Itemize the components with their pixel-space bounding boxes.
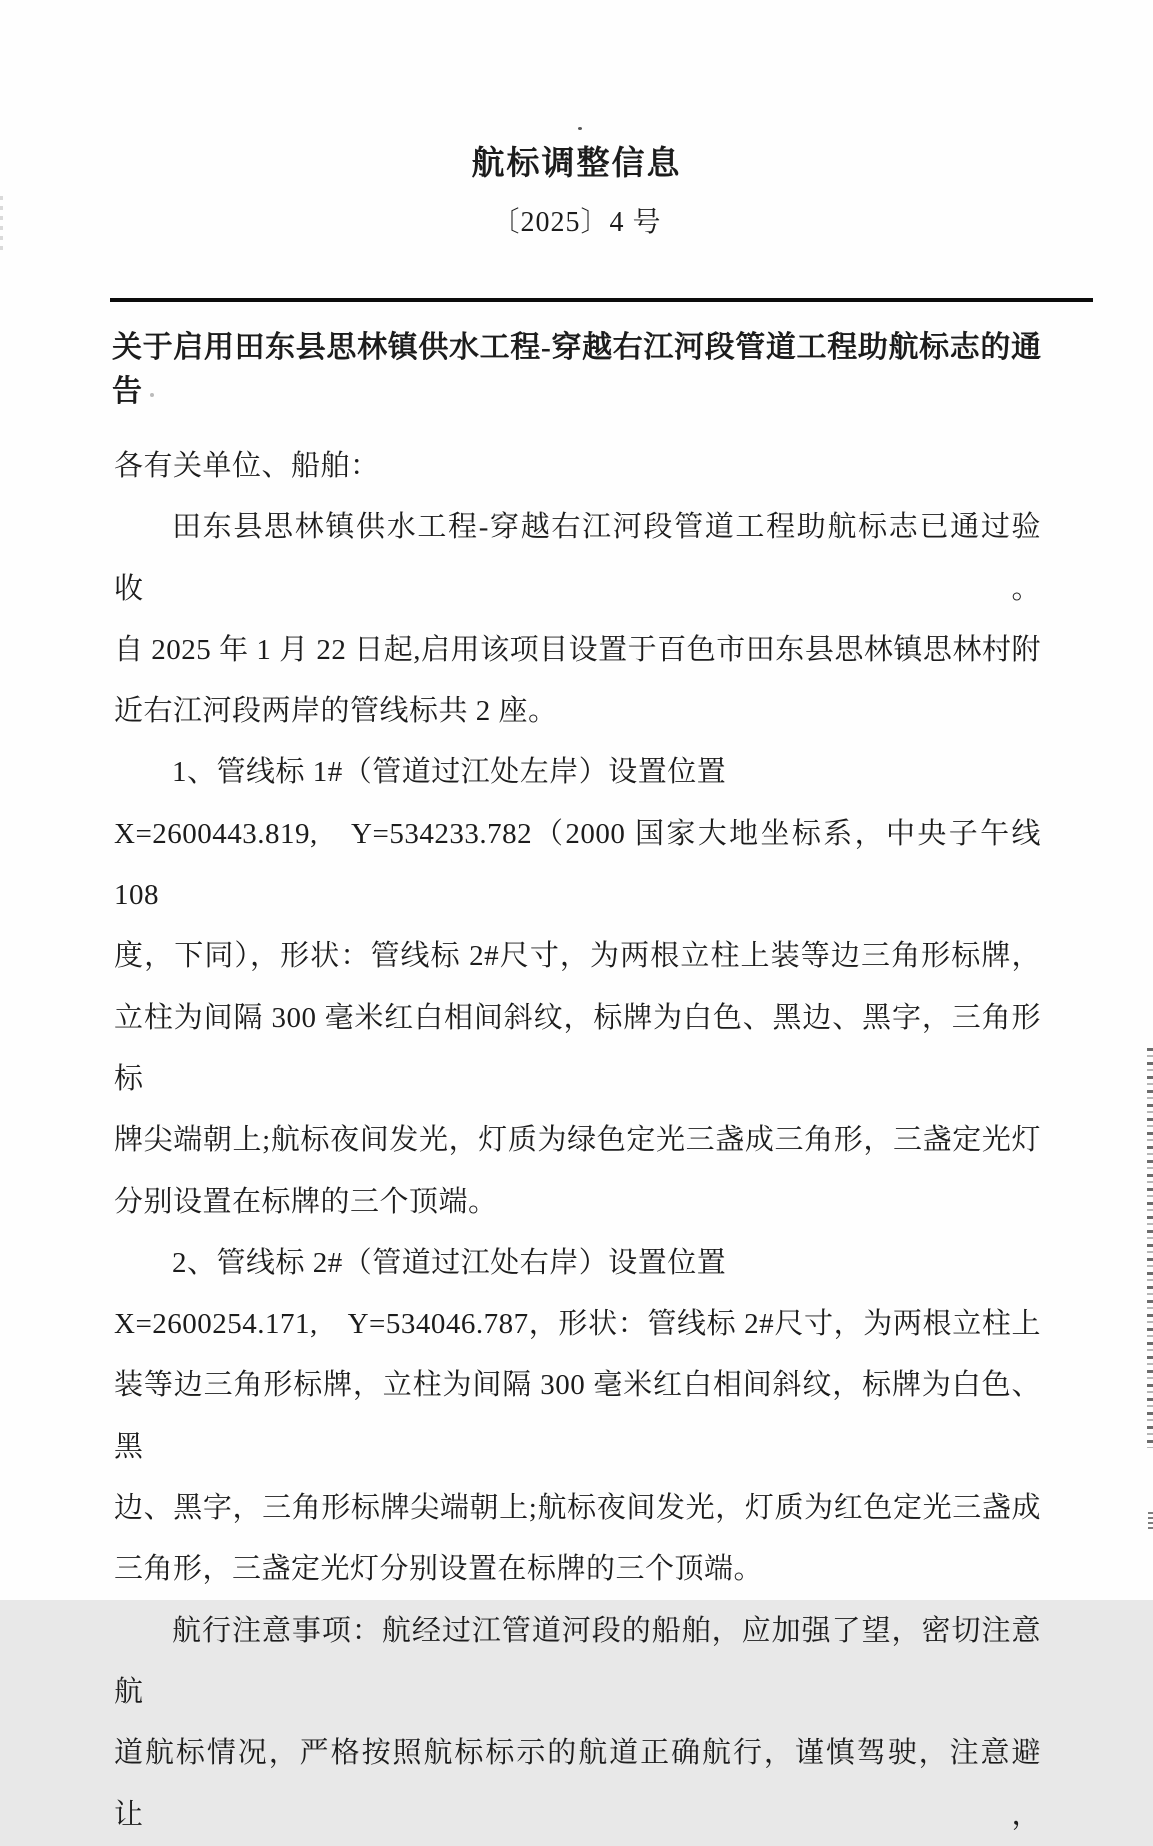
body-line: 道航标情况，严格按照航标标示的航道正确航行，谨慎驾驶，注意避让， [114, 1737, 1041, 1831]
scan-edge-artifact [1148, 1512, 1153, 1530]
body-line: 边、黑字，三角形标牌尖端朝上;航标夜间发光，灯质为红色定光三盏成 [114, 1492, 1041, 1525]
body-line: 三角形，三盏定光灯分别设置在标牌的三个顶端。 [114, 1553, 764, 1586]
body-line: 分别设置在标牌的三个顶端。 [114, 1185, 498, 1218]
body-line-salutation: 各有关单位、船舶： [114, 450, 380, 482]
body-line-coordinates-1: X=2600443.819, Y=534233.782（2000 国家大地坐标系，中央子午线 108 [114, 817, 1041, 912]
body-line: 近右江河段两岸的管线标共 2 座。 [114, 695, 558, 728]
body-line: 立柱为间隔 300 毫米红白相间斜纹，标牌为白色、黑边、黑字，三角形标 [114, 1001, 1041, 1095]
body-line-notice: 航行注意事项：航经过江管道河段的船舶，应加强了望，密切注意航 [114, 1614, 1041, 1708]
document-heading: 关于启用田东县思林镇供水工程-穿越右江河段管道工程助航标志的通告 [112, 331, 1041, 408]
body-line-item-1: 1、管线标 1#（管道过江处左岸）设置位置 [172, 756, 727, 789]
document-number: 〔2025〕4 号 [491, 207, 662, 238]
body-line-item-2: 2、管线标 2#（管道过江处右岸）设置位置 [172, 1246, 727, 1279]
body-line: 度，下同），形状：管线标 2#尺寸，为两根立柱上装等边三角形标牌， [114, 940, 1041, 973]
body-line: 装等边三角形标牌，立柱为间隔 300 毫米红白相间斜纹，标牌为白色、黑 [114, 1369, 1041, 1463]
body-line: 自 2025 年 1 月 22 日起,启用该项目设置于百色市田东县思林镇思林村附 [114, 633, 1041, 666]
scan-edge-artifact [1147, 1048, 1153, 1448]
document-title: 航标调整信息 [471, 146, 682, 182]
scan-speck [578, 127, 582, 130]
body-line: 牌尖端朝上;航标夜间发光，灯质为绿色定光三盏成三角形，三盏定光灯 [114, 1124, 1041, 1157]
body-line-coordinates-2: X=2600254.171, Y=534046.787，形状：管线标 2#尺寸，为两根立柱上 [114, 1308, 1041, 1341]
body-line: 田东县思林镇供水工程-穿越右江河段管道工程助航标志已通过验收。 [114, 511, 1041, 605]
document-body [114, 436, 1041, 1846]
horizontal-rule [110, 298, 1093, 302]
